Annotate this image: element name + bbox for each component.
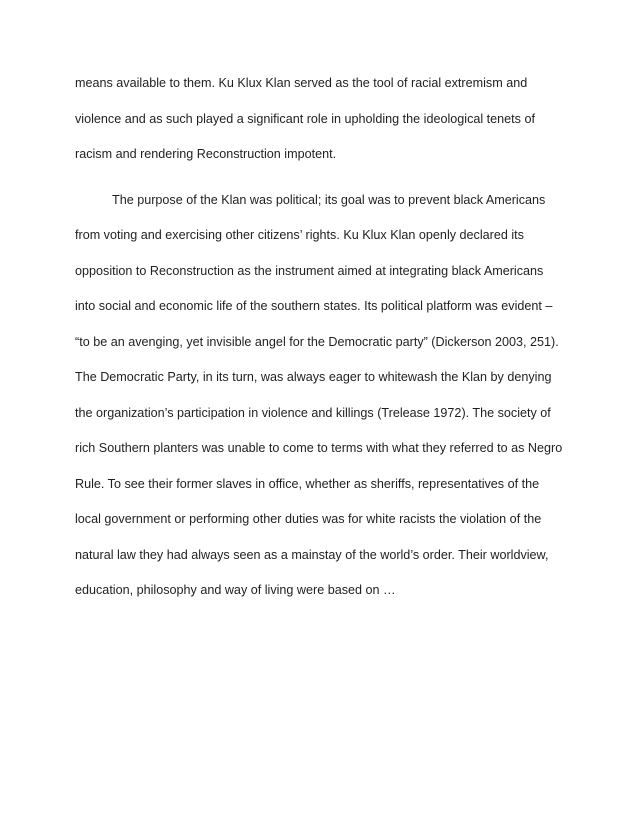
paragraph-line: rich Southern planters was unable to come to terms with what they referred to as Negro <box>75 441 563 455</box>
paragraph-line: “to be an avenging, yet invisible angel for the Democratic party” (Dickerson 2003, 251). <box>75 334 559 349</box>
paragraph-line: the organization’s participation in violence and killings (Trelease 1972). The society of <box>75 405 551 420</box>
paragraph-2 <box>75 183 575 609</box>
document-body <box>75 66 575 609</box>
paragraph-line: racism and rendering Reconstruction impotent. <box>75 147 337 161</box>
paragraph-line: Rule. To see their former slaves in office, whether as sheriffs, representatives of the <box>75 476 540 491</box>
paragraph-line: education, philosophy and way of living were based on … <box>75 583 396 597</box>
paragraph-line: from voting and exercising other citizens’ rights. Ku Klux Klan openly declared its <box>75 228 524 242</box>
paragraph-line: The purpose of the Klan was political; its goal was to prevent black Americans <box>112 192 546 207</box>
paragraph-line: natural law they had always seen as a mainstay of the world’s order. Their worldview, <box>75 547 549 562</box>
paragraph-spacer <box>75 173 575 183</box>
paragraph-line: violence and as such played a significant role in upholding the ideological tenets of <box>75 111 535 126</box>
paragraph-line: local government or performing other duties was for white racists the violation of the <box>75 512 542 526</box>
paragraph-1 <box>75 66 575 173</box>
paragraph-line: means available to them. Ku Klux Klan served as the tool of racial extremism and <box>75 76 528 90</box>
paragraph-line: opposition to Reconstruction as the instrument aimed at integrating black Americans <box>75 263 544 278</box>
paragraph-line: into social and economic life of the southern states. Its political platform was evident – <box>75 299 553 313</box>
paragraph-line: The Democratic Party, in its turn, was always eager to whitewash the Klan by denying <box>75 370 552 384</box>
